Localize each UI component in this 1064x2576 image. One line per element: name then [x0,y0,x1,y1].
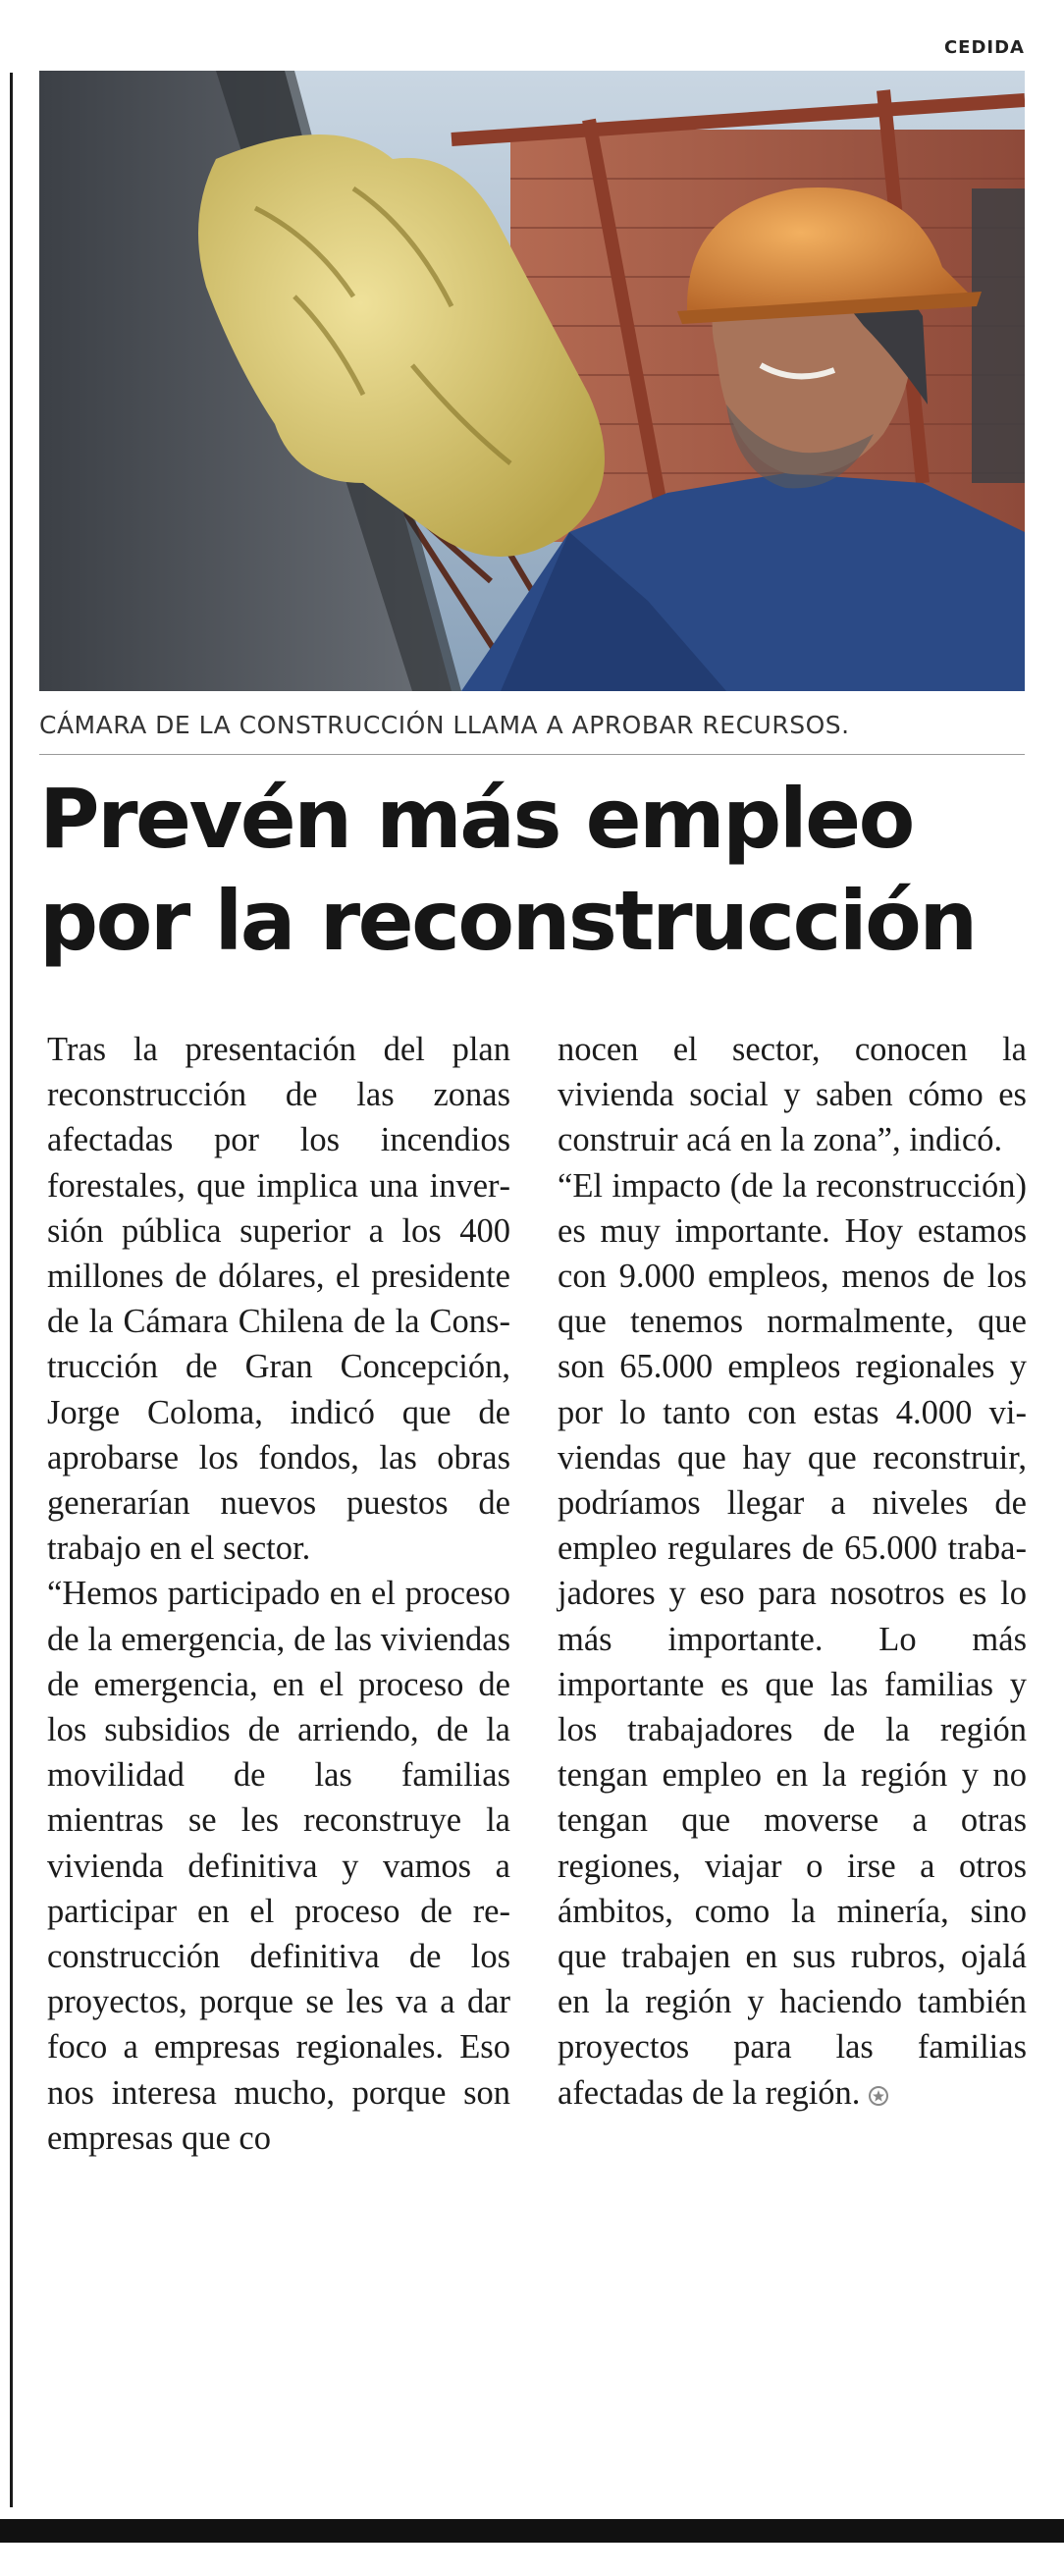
paragraph [558,1163,1027,2116]
column-rule [10,73,13,2507]
body-column-right [558,1027,1027,2116]
caption-divider [39,754,1025,755]
end-of-article-icon [868,2085,889,2107]
page-bottom-rule [0,2519,1064,2543]
article-photo [39,71,1025,691]
photo-credit: CEDIDA [943,37,1025,58]
paragraph: Tras la presentación del plan reconstrucción de las zonas afectadas por los incendios forestales, que implica una inversión pública superior a los 400 millones de dólares, el presidente de la Cámara Chilena de la Construcción de Gran Concepción, Jorge Coloma, indicó que de aprobarse los fondos, las obras generarían nuevos puestos de trabajo en el sector. [47,1031,510,1568]
headline-line-2: por la reconstrucción [39,873,976,969]
article-headline [39,768,1040,972]
paragraph-text: “El impacto (de la reconstrucción) es muy importante. Hoy estamos con 9.000 empleos, menos de los que tenemos normalmente, que son 65.000 empleos regionales y por lo tanto con estas 4.000 viviendas que hay que reconstruir, podríamos llegar a niveles de empleo regulares de 65.000 trabajadores y eso para nosotros es lo más importante. Lo más importante es que las familias y los trabajadores de la región tengan empleo en la región y no tengan que moverse a otras regiones, viajar o irse a otros ámbitos, como la minería, sino que trabajen en sus rubros, ojalá en la región y haciendo también proyectos para las familias afectadas de la región. [558,1166,1027,2112]
body-column-left [47,1027,510,2161]
headline-line-1: Prevén más empleo [39,771,913,867]
paragraph: nocen el sector, conocen la vivienda social y saben cómo es construir acá en la zona”, indicó. [558,1031,1027,1159]
paragraph: “Hemos participado en el proceso de la emergencia, de las viviendas de emergencia, en el proceso de los subsidios de arriendo, de la movilidad de las familias mientras se les reconstruye la vivienda definitiva y vamos a participar en el proceso de reconstrucción definitiva de los proyectos, porque se les va a dar foco a empresas regionales. Eso nos interesa mucho, porque son empresas que co [47,1575,510,2157]
construction-worker-photo [39,71,1025,691]
photo-caption: CÁMARA DE LA CONSTRUCCIÓN LLAMA A APROBAR RECURSOS. [39,711,850,739]
